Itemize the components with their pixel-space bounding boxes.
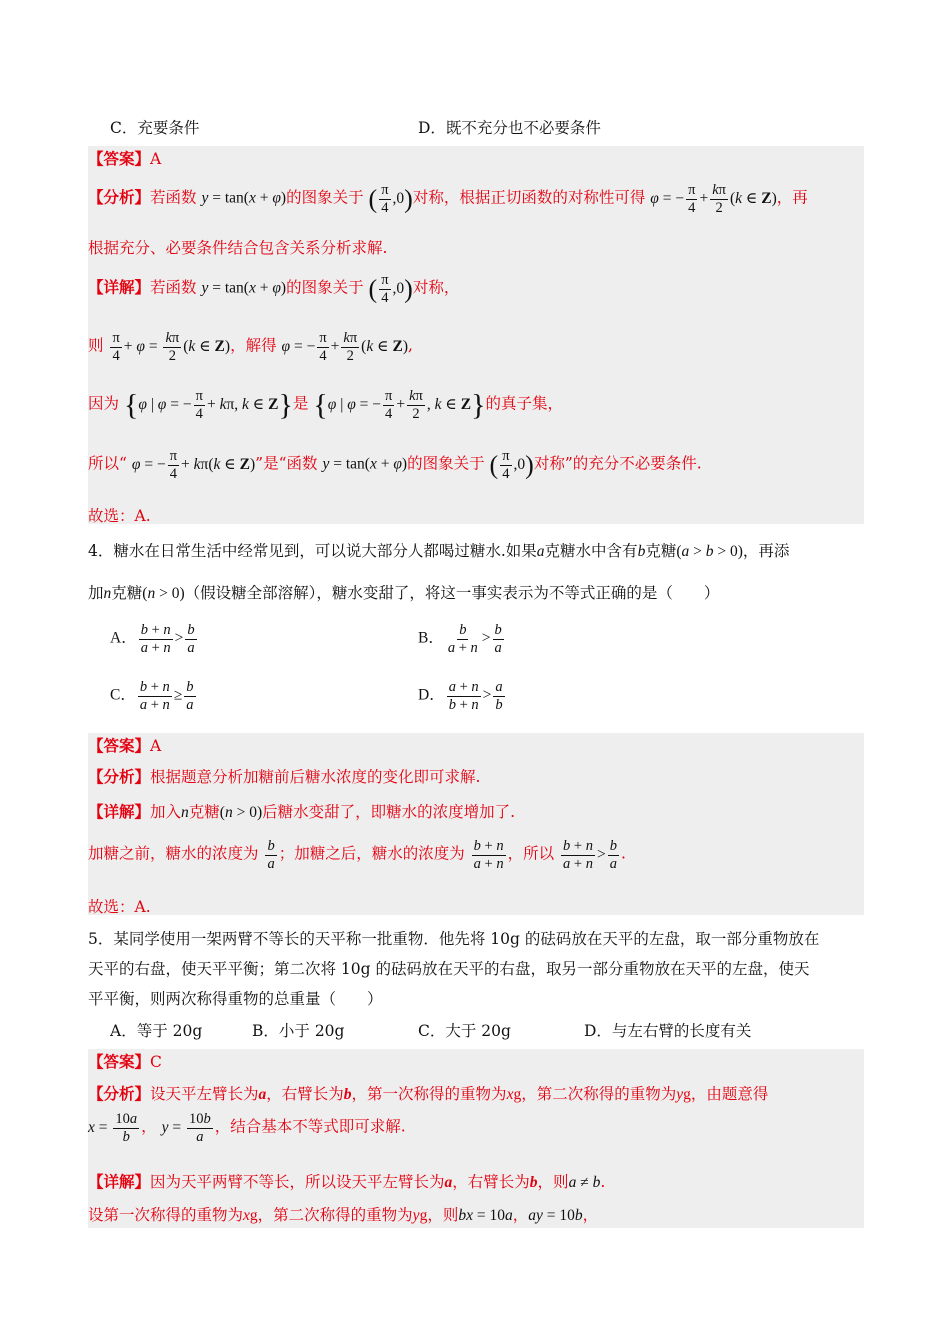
q4-analysis: 【分析】根据题意分析加糖前后糖水浓度的变化即可求解. (88, 767, 481, 786)
q4-answer-block (88, 733, 864, 915)
q5-stem-line2: 天平的右盘，使天平平衡；第二次将 10g 的砝码放在天平的右盘，取另一部分重物放在天平的左盘，使天 (88, 960, 810, 978)
q3-detail-3: 因为 {φ | φ = − $\frac{\pi}{4}$ + kπ, k ∈ Z}是 {φ | φ = − $\frac{\pi}{4}$ + $\frac{k\pi}{2}$ , k ∈ Z}的真子集， (88, 388, 563, 422)
q5-analysis-1: 【分析】设天平左臂长为a，右臂长为b，第一次称得的重物为xg，第二次称得的重物为yg，由题意得 (88, 1084, 769, 1103)
q5-option-c: C．大于 20g (418, 1022, 511, 1040)
q5-option-a: A．等于 20g (110, 1022, 203, 1040)
q5-answer: 【答案】C (88, 1052, 162, 1071)
q4-stem-line2: 加n克糖(n > 0)（假设糖全部溶解），糖水变甜了，将这一事实表示为不等式正确的是（ ） (88, 584, 720, 602)
q4-option-b: B． $\frac{b}{a + n}$ > $\frac{b}{a}$ (418, 622, 502, 656)
q3-analysis-line2: 根据充分、必要条件结合包含关系分析求解. (88, 239, 388, 257)
q3-answer: 【答案】A (88, 149, 162, 168)
q5-stem-line3: 平平衡，则两次称得重物的总重量（ ） (88, 990, 383, 1008)
q3-detail-2: 则 $\frac{\pi}{4}$ + φ = $\frac{k\pi}{2}$ (k ∈ Z)，解得 φ = − $\frac{\pi}{4}$ + $\frac{k\pi}{2}$ (k ∈ Z), (88, 330, 413, 364)
q4-option-d: D． $\frac{a + n}{b + n}$ > $\frac{a}{b}$ (418, 679, 503, 713)
q5-detail-2: 设第一次称得的重物为xg，第二次称得的重物为yg，则bx = 10a，ay = 10b， (88, 1206, 599, 1224)
q4-conclusion: 故选：A. (88, 898, 151, 916)
q3-detail-4: 所以“ φ = − $\frac{\pi}{4}$ + kπ(k ∈ Z)”是“函数 y = tan(x + φ)的图象关于 ( $\frac{\pi}{4}$ ,0)对称”的充分不必要条件. (88, 448, 702, 482)
q4-detail-1: 【详解】加入n克糖(n > 0)后糖水变甜了，即糖水的浓度增加了. (88, 802, 516, 821)
q5-stem-line1: 5．某同学使用一架两臂不等长的天平称一批重物．他先将 10g 的砝码放在天平的左盘，取一部分重物放在 (88, 930, 820, 948)
q3-option-c: C．充要条件 (110, 119, 200, 137)
q5-analysis-2: x = $\frac{10a}{b}$ ， y = $\frac{10b}{a}$ ，结合基本不等式即可求解. (88, 1111, 406, 1145)
q4-option-c: C． $\frac{b + n}{a + n}$ ≥ $\frac{b}{a}$ (110, 679, 194, 713)
q4-answer: 【答案】A (88, 736, 162, 755)
q5-detail-1: 【详解】因为天平两臂不等长，所以设天平左臂长为a，右臂长为b，则a ≠ b. (88, 1172, 606, 1191)
q3-analysis: 【分析】若函数 y = tan(x + φ)的图象关于 ( $\frac{\pi}{4}$ ,0)对称，根据正切函数的对称性可得 φ = − $\frac{\pi}{4}$ + $\frac{k\pi}{2}$ (k ∈ Z)，再 (88, 182, 808, 216)
q3-option-d: D．既不充分也不必要条件 (418, 119, 601, 137)
q3-detail-1: 【详解】若函数 y = tan(x + φ)的图象关于 ( $\frac{\pi}{4}$ ,0)对称， (88, 272, 460, 306)
q5-option-d: D．与左右臂的长度有关 (584, 1022, 752, 1040)
q4-detail-2: 加糖之前，糖水的浓度为 $\frac{b}{a}$ ；加糖之后，糖水的浓度为 $\frac{b + n}{a + n}$ ，所以 $\frac{b + n}{a + n}$ > $\frac{b}{a}$ . (88, 838, 626, 872)
q4-option-a: A． $\frac{b + n}{a + n}$ > $\frac{b}{a}$ (110, 622, 195, 656)
q5-option-b: B．小于 20g (252, 1022, 345, 1040)
q3-conclusion: 故选：A. (88, 507, 151, 525)
q4-stem-line1: 4．糖水在日常生活中经常见到，可以说大部分人都喝过糖水.如果a克糖水中含有b克糖(a > b > 0)，再添 (88, 542, 790, 560)
